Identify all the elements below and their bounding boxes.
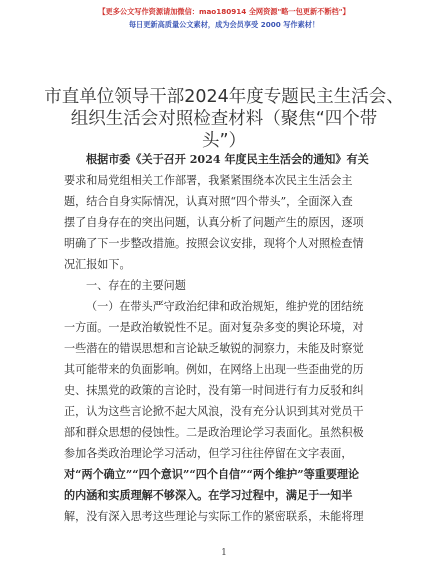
- text-line: 对“两个确立”“四个意识”“四个自信”“两个维护”等重要理论: [64, 468, 360, 481]
- page-number: 1: [221, 548, 227, 558]
- text-line: 其可能带来的负面影响。例如，在网络上出现一些歪曲党的历: [64, 363, 364, 376]
- text-line: 一些潜在的错误思想和言论缺乏敏锐的洞察力，未能及时察觉: [64, 342, 364, 355]
- text-line: 况汇报如下。: [64, 258, 131, 271]
- text-line: 要求和局党组相关工作部署，我紧紧围绕本次民主生活会主: [64, 174, 353, 187]
- text-line: 明确了下一步整改措施。按照会议安排，现将个人对照检查情: [64, 237, 364, 250]
- text-line: 根据市委《关于召开 2024 年度民主生活会的通知》有关: [86, 153, 369, 166]
- title-line: 头”）: [201, 131, 247, 151]
- text-line: 题，结合自身实际情况，认真对照“四个带头”，全面深入查: [64, 195, 353, 208]
- intro-paragraph: [64, 149, 384, 275]
- text-line: 史、抹黑党的政策的言论时，没有第一时间进行有力反驳和纠: [64, 384, 364, 397]
- text-line: 一方面。一是政治敏锐性不足。面对复杂多变的舆论环境，对: [64, 321, 364, 334]
- text-line: 的内涵和实质理解不够深入。在学习过程中，满足于一知半: [64, 489, 353, 502]
- header-banner: [0, 5, 448, 31]
- text-line: 正，认为这些言论掀不起大风浪，没有充分认识到其对党员干: [64, 405, 364, 418]
- section-paragraph: [64, 296, 384, 527]
- section-heading: 一、存在的主要问题: [86, 279, 186, 292]
- text-line: 参加各类政治理论学习活动，但学习往往停留在文字表面，: [64, 447, 353, 460]
- text-line: 部和群众思想的侵蚀性。二是政治理论学习表面化。虽然积极: [64, 426, 364, 439]
- document-body: [64, 149, 384, 527]
- text-line: 摆了自身存在的突出问题，认真分析了问题产生的原因，逐项: [64, 216, 364, 229]
- title-line: 组织生活会对照检查材料（聚焦“四个带: [70, 109, 378, 129]
- title-line: 市直单位领导干部2024年度专题民主生活会、: [44, 87, 404, 107]
- banner-subtitle-line: 每日更新高质量公文素材，成为会员享受 2000 写作素材！: [128, 20, 320, 29]
- document-title: [40, 86, 408, 152]
- banner-promo-line: 【更多公文写作资源请加微信：mao180914 全网资源"略一包更新不断档"】: [98, 7, 350, 16]
- text-line: （一）在带头严守政治纪律和政治规矩，维护党的团结统: [86, 300, 364, 313]
- text-line: 解，没有深入思考这些理论与实际工作的紧密联系，未能将理: [64, 510, 364, 523]
